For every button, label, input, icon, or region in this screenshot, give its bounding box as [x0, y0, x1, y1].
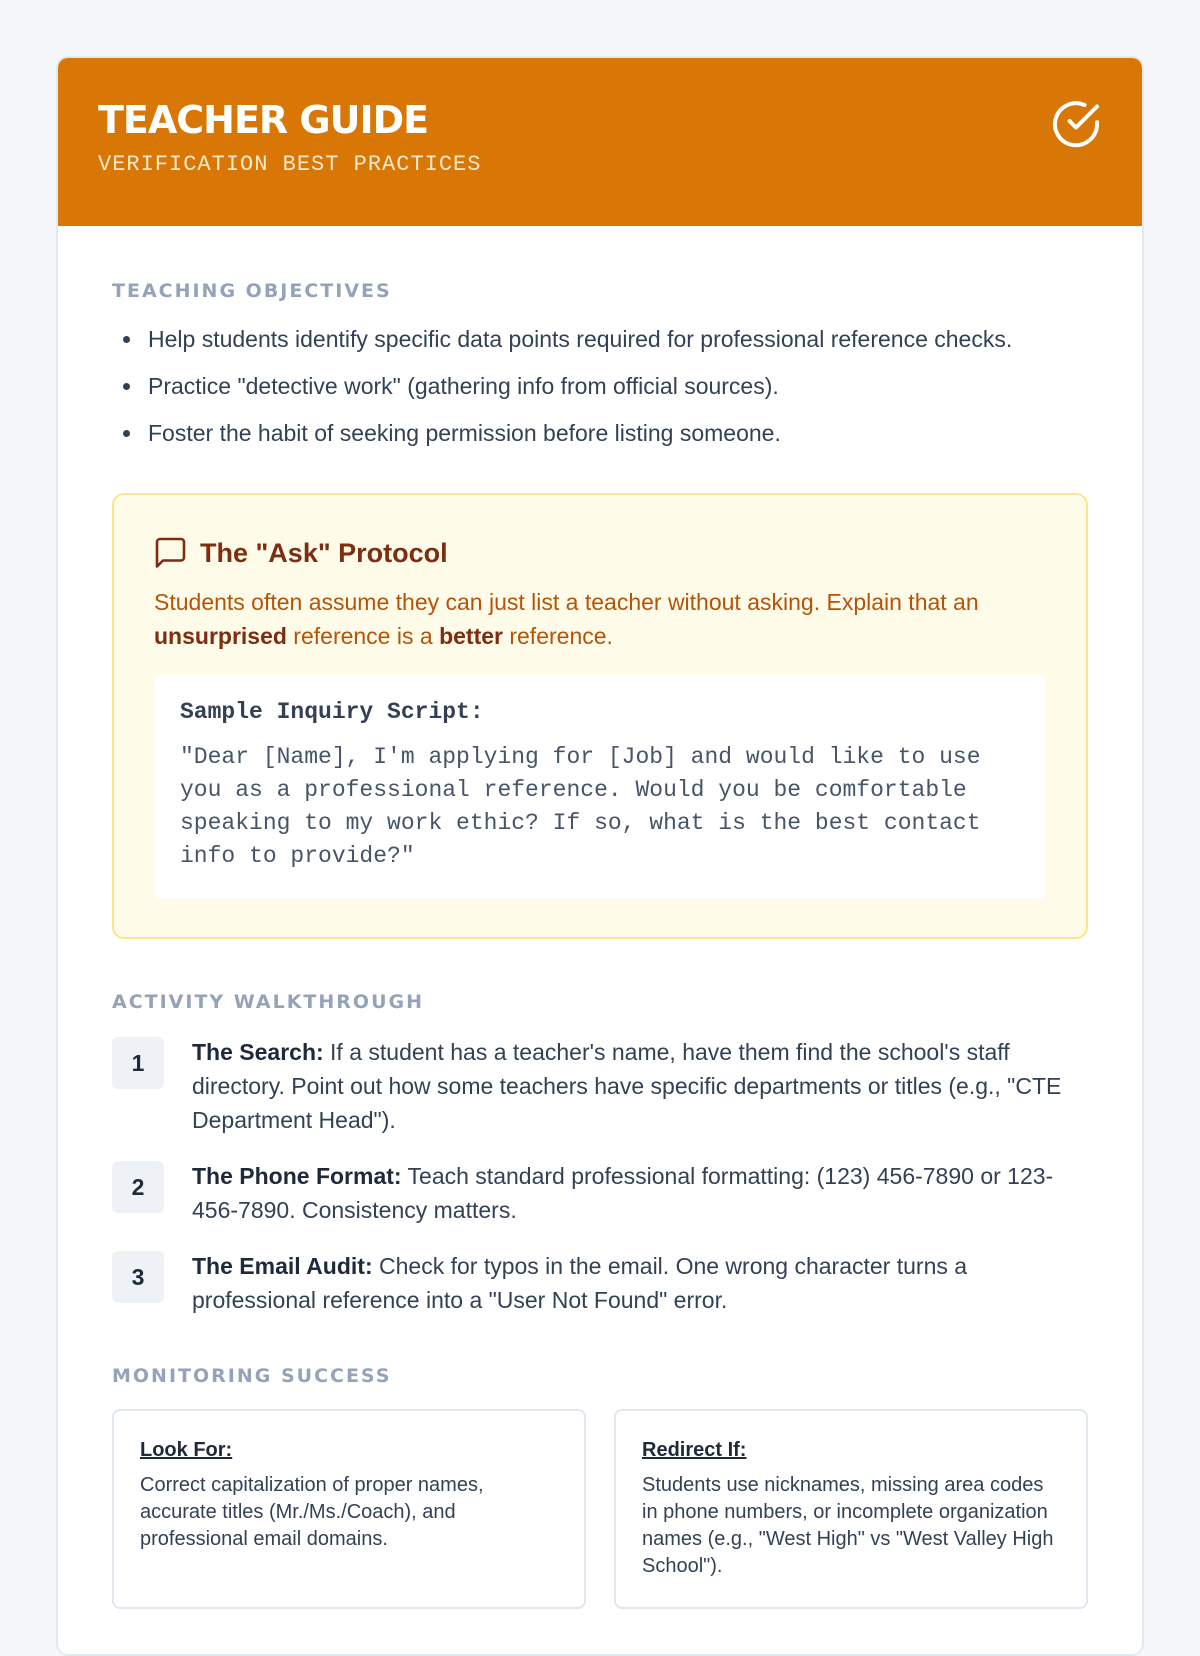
step-description: Check for typos in the email. One wrong character turns a professional reference into a "User Not Found" error.: [192, 1253, 968, 1313]
step-text: [192, 1159, 1088, 1227]
activity-step: [112, 1159, 1088, 1227]
step-description: If a student has a teacher's name, have them find the school's staff directory. Point out how some teachers have specific departments or titles (e.g., "CTE Department Head").: [192, 1039, 1062, 1133]
ask-body-text: reference.: [502, 623, 613, 649]
step-title: The Phone Format:: [192, 1163, 402, 1189]
page-title: TEACHER GUIDE: [98, 98, 429, 142]
step-text: [192, 1249, 1088, 1317]
monitoring-heading: MONITORING SUCCESS: [112, 1365, 392, 1387]
objectives-list: [112, 316, 1088, 457]
script-label: Sample Inquiry Script:: [180, 699, 484, 725]
step-number: 1: [112, 1037, 164, 1089]
monitoring-cards: [112, 1409, 1088, 1609]
guide-content: [58, 226, 1142, 1609]
list-item: • Foster the habit of seeking permission before listing someone.: [144, 410, 1088, 457]
redirect-if-text: Students use nicknames, missing area codes in phone numbers, or incomplete organization names (e.g., "West High" vs "West Valley High School").: [642, 1474, 1054, 1577]
script-text: "Dear [Name], I'm applying for [Job] and would like to use you as a professional reference. Would you be comfortable speaking to my work ethic? If so, what is the best contact info to provide?": [180, 744, 981, 869]
redirect-if-title: Redirect If:: [642, 1439, 747, 1461]
ask-protocol-header: [154, 535, 1046, 571]
step-number: 2: [112, 1161, 164, 1213]
ask-protocol-title: The "Ask" Protocol: [200, 537, 448, 568]
guide-header: [58, 58, 1142, 226]
step-number: 3: [112, 1251, 164, 1303]
check-circle-icon: [1050, 98, 1102, 150]
objectives-heading: TEACHING OBJECTIVES: [112, 280, 392, 302]
step-description: Teach standard professional formatting: (123) 456-7890 or 123-456-7890. Consistency matters.: [192, 1163, 1054, 1223]
step-title: The Search:: [192, 1039, 324, 1065]
ask-body-emphasis: better: [439, 623, 503, 649]
sample-script-box: [154, 675, 1046, 899]
look-for-title: Look For:: [140, 1439, 233, 1461]
step-title: The Email Audit:: [192, 1253, 373, 1279]
message-square-icon: [154, 536, 188, 570]
list-item: • Help students identify specific data points required for professional reference checks.: [144, 316, 1088, 363]
ask-body-text: reference is a: [286, 623, 440, 649]
activity-step: [112, 1035, 1088, 1137]
list-item: • Practice "detective work" (gathering info from official sources).: [144, 363, 1088, 410]
ask-protocol-callout: [112, 493, 1088, 939]
redirect-if-card: [614, 1409, 1088, 1609]
look-for-card: [112, 1409, 586, 1609]
ask-body-emphasis: unsurprised: [154, 623, 287, 649]
teacher-guide-card: [56, 56, 1144, 1656]
step-text: [192, 1035, 1088, 1137]
page-subtitle: VERIFICATION BEST PRACTICES: [98, 152, 482, 177]
look-for-text: Correct capitalization of proper names, accurate titles (Mr./Ms./Coach), and professional email domains.: [140, 1474, 484, 1550]
ask-body-text: Students often assume they can just list a teacher without asking. Explain that an: [154, 589, 979, 615]
activity-heading: ACTIVITY WALKTHROUGH: [112, 991, 424, 1013]
activity-step: [112, 1249, 1088, 1317]
ask-protocol-description: [154, 585, 1046, 653]
